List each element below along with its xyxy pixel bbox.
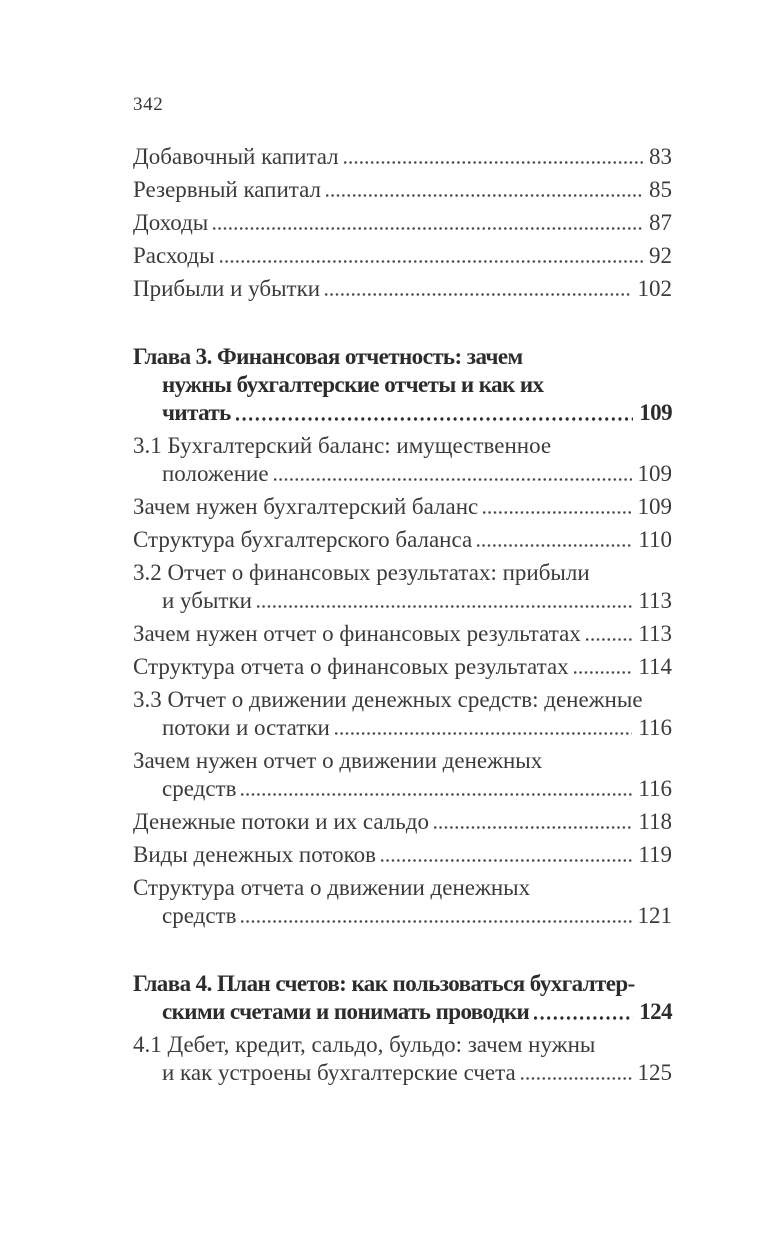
dot-leader xyxy=(325,293,631,296)
dot-leader xyxy=(274,478,632,481)
toc-page-ref: 114 xyxy=(638,654,672,679)
toc-entry-text: Зачем нужен бухгалтерский баланс xyxy=(133,494,479,519)
toc-entry-text: Резервный капитал xyxy=(133,177,322,202)
toc-entry-text: Зачем нужен отчет о движении денежных xyxy=(133,748,543,773)
toc-entry xyxy=(133,275,672,303)
toc-entry xyxy=(133,432,672,488)
dot-leader xyxy=(257,605,632,608)
toc-entry-text: 4.1 Дебет, кредит, сальдо, бульдо: зачем нужны xyxy=(133,1032,596,1057)
dot-leader xyxy=(574,671,633,674)
page-number-folio: 342 xyxy=(133,94,164,115)
toc-page-ref: 121 xyxy=(637,903,672,928)
toc-entry-line xyxy=(133,526,672,554)
toc-entry-line xyxy=(133,371,672,399)
toc-entry-line xyxy=(133,432,672,460)
toc-page-ref: 119 xyxy=(638,842,672,867)
dot-leader xyxy=(241,920,631,923)
dot-leader xyxy=(236,417,634,421)
toc-entry xyxy=(133,493,672,521)
toc-entry-line xyxy=(133,399,672,427)
toc-entry-line xyxy=(133,747,672,775)
toc-entry xyxy=(133,143,672,171)
toc-entry-line xyxy=(133,808,672,836)
toc-entry-text: и убытки xyxy=(162,588,252,613)
toc-page-ref: 113 xyxy=(638,588,672,613)
toc-entry xyxy=(133,1031,672,1087)
toc-entry-text: Доходы xyxy=(133,210,209,235)
toc-entry xyxy=(133,176,672,204)
toc-page-ref: 109 xyxy=(637,461,672,486)
toc-entry-text: Зачем нужен отчет о финансовых результатах xyxy=(133,621,581,646)
toc-entry-text: Структура отчета о движении денежных xyxy=(133,875,531,900)
toc-entry-line xyxy=(133,343,672,371)
toc-page-ref: 87 xyxy=(649,210,672,235)
toc-entry-text: 3.3 Отчет о движении денежных средств: денежные xyxy=(133,687,643,712)
toc-page-ref: 116 xyxy=(638,776,672,801)
toc-page-ref: 116 xyxy=(638,715,672,740)
toc-entry-text: средств xyxy=(162,903,237,928)
toc-page-ref: 83 xyxy=(649,144,672,169)
toc-entry-text: Глава 4. План счетов: как пользоваться бухгалтер- xyxy=(133,971,635,996)
toc-page-ref: 113 xyxy=(638,621,672,646)
toc-entry-text: Структура отчета о финансовых результатах xyxy=(133,654,569,679)
toc-entry xyxy=(133,526,672,554)
toc-entry xyxy=(133,209,672,237)
toc-page-ref: 85 xyxy=(649,177,672,202)
toc-entry-line xyxy=(133,902,672,930)
toc-entry-line xyxy=(133,714,672,742)
toc-page-ref: 110 xyxy=(638,527,672,552)
table-of-contents xyxy=(133,143,672,1087)
toc-entry-text: средств xyxy=(162,776,237,801)
toc-entry-text: Виды денежных потоков xyxy=(133,842,377,867)
toc-entry xyxy=(133,686,672,742)
toc-chapter-entry xyxy=(133,343,672,427)
toc-entry-text: Структура бухгалтерского баланса xyxy=(133,527,473,552)
toc-chapter-entry xyxy=(133,970,672,1026)
toc-entry-text: нужны бухгалтерские отчеты и как их xyxy=(162,372,544,397)
toc-entry-line xyxy=(133,620,672,648)
dot-leader xyxy=(483,511,631,514)
toc-entry-text: 3.2 Отчет о финансовых результатах: прибыли xyxy=(133,560,590,585)
toc-entry-text: читать xyxy=(162,400,231,425)
dot-leader xyxy=(241,793,632,796)
toc-page-ref: 109 xyxy=(639,400,672,425)
toc-entry-line xyxy=(133,970,672,998)
toc-entry xyxy=(133,808,672,836)
toc-entry-text: Глава 3. Финансовая отчетность: зачем xyxy=(133,344,523,369)
toc-entry-text: Добавочный капитал xyxy=(133,144,339,169)
toc-entry-line xyxy=(133,143,672,171)
toc-page-ref: 125 xyxy=(637,1060,672,1085)
toc-entry-text: скими счетами и понимать проводки xyxy=(162,999,530,1024)
toc-entry-line xyxy=(133,209,672,237)
dot-leader xyxy=(534,1016,633,1020)
toc-entry-line xyxy=(133,775,672,803)
dot-leader xyxy=(326,194,643,197)
toc-entry xyxy=(133,242,672,270)
toc-entry-line xyxy=(133,1059,672,1087)
toc-entry xyxy=(133,559,672,615)
toc-page-ref: 118 xyxy=(638,809,672,834)
toc-entry-line xyxy=(133,874,672,902)
dot-leader xyxy=(477,544,632,547)
toc-entry-line xyxy=(133,587,672,615)
dot-leader xyxy=(335,732,633,735)
toc-entry-line xyxy=(133,460,672,488)
toc-entry-text: Денежные потоки и их сальдо xyxy=(133,809,429,834)
toc-entry-text: потоки и остатки xyxy=(162,715,330,740)
dot-leader xyxy=(434,826,632,829)
toc-entry-line xyxy=(133,841,672,869)
toc-entry-line xyxy=(133,493,672,521)
toc-entry-line xyxy=(133,686,672,714)
toc-entry-text: и как устроены бухгалтерские счета xyxy=(162,1060,516,1085)
toc-entry-line xyxy=(133,242,672,270)
toc-entry-text: положение xyxy=(162,461,269,486)
toc-entry xyxy=(133,747,672,803)
toc-page-ref: 92 xyxy=(649,243,672,268)
toc-entry-line xyxy=(133,559,672,587)
toc-entry-line xyxy=(133,653,672,681)
toc-entry-line xyxy=(133,176,672,204)
toc-entry xyxy=(133,653,672,681)
dot-leader xyxy=(381,859,632,862)
toc-entry xyxy=(133,620,672,648)
dot-leader xyxy=(344,161,643,164)
toc-entry-line xyxy=(133,1031,672,1059)
dot-leader xyxy=(586,638,633,641)
toc-page-ref: 109 xyxy=(637,494,672,519)
toc-entry xyxy=(133,841,672,869)
toc-entry-text: Расходы xyxy=(133,243,215,268)
toc-entry-line xyxy=(133,275,672,303)
toc-page-ref: 124 xyxy=(639,999,672,1024)
toc-entry-text: Прибыли и убытки xyxy=(133,276,321,301)
toc-page-ref: 102 xyxy=(637,276,672,301)
dot-leader xyxy=(521,1077,632,1080)
dot-leader xyxy=(213,227,643,230)
dot-leader xyxy=(220,260,643,263)
toc-entry-line xyxy=(133,998,672,1026)
toc-entry xyxy=(133,874,672,930)
toc-entry-text: 3.1 Бухгалтерский баланс: имущественное xyxy=(133,433,552,458)
